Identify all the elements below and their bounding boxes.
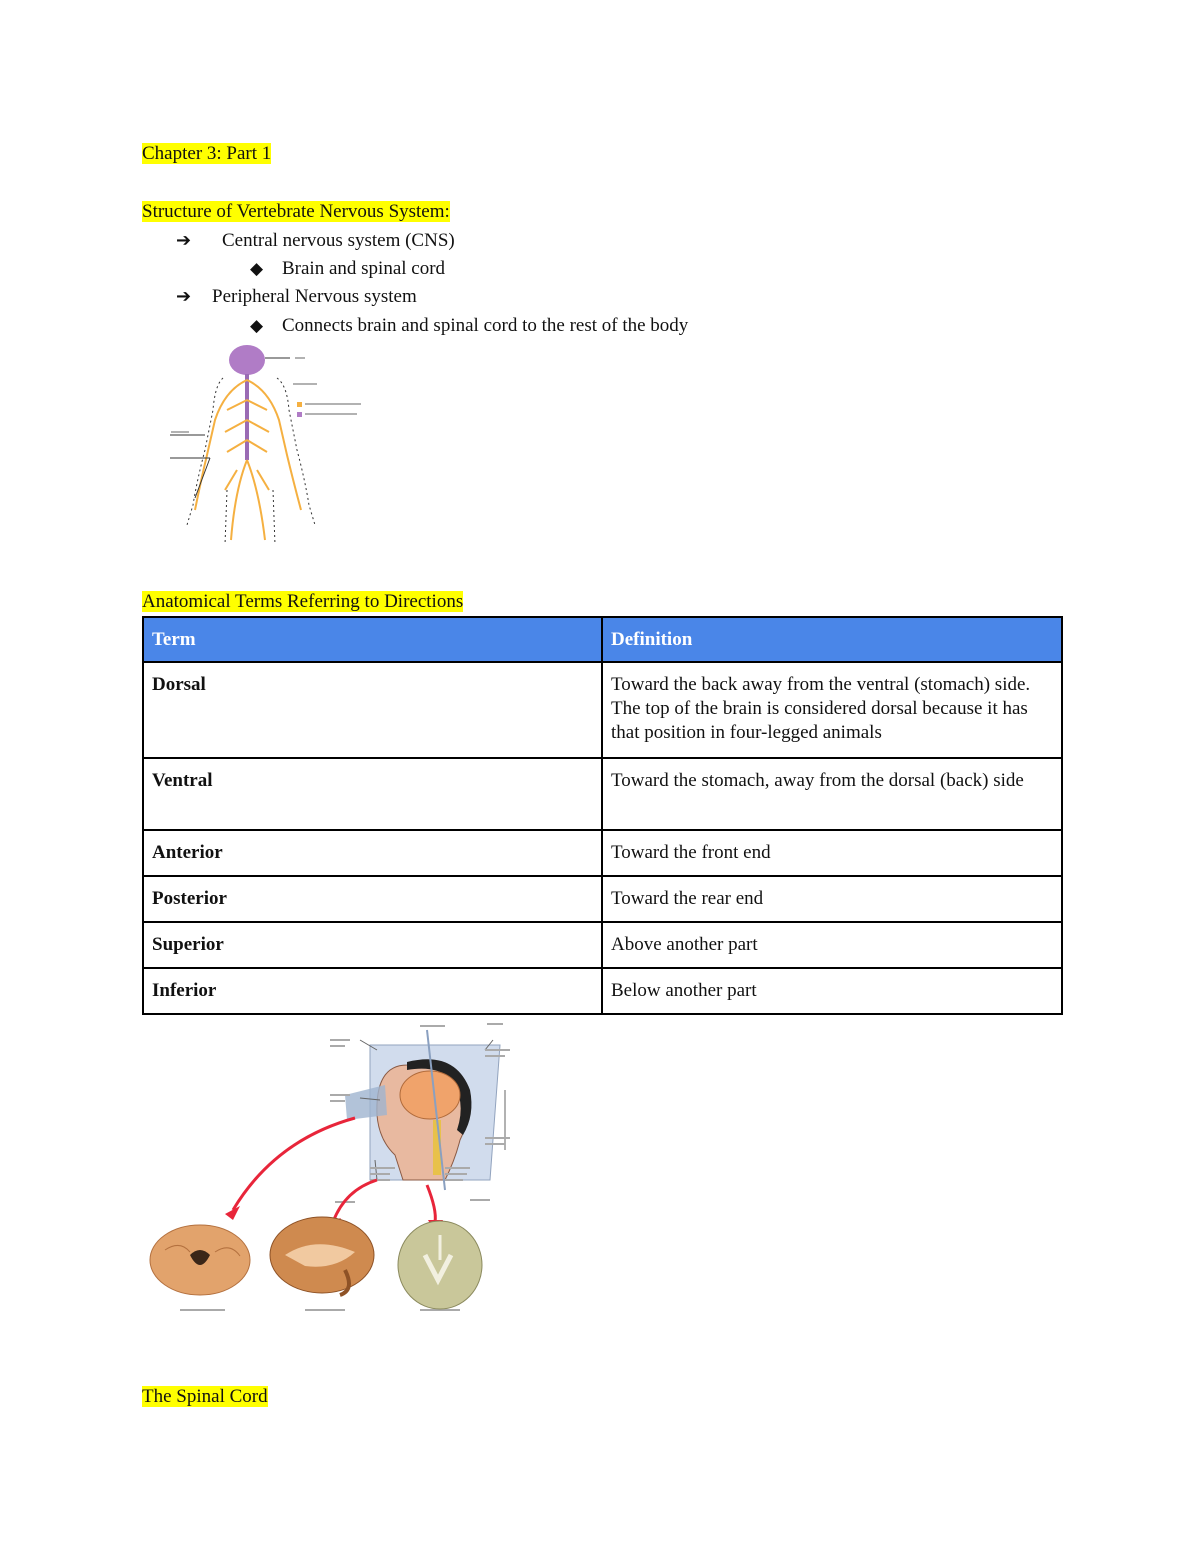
outline-item-cns-detail: ◆ Brain and spinal cord bbox=[250, 258, 446, 279]
table-row bbox=[143, 968, 1062, 1014]
table-row bbox=[143, 922, 1062, 968]
header-definition: Definition bbox=[602, 617, 1062, 662]
structure-heading: Structure of Vertebrate Nervous System: bbox=[142, 201, 450, 222]
diamond-bullet-icon: ◆ bbox=[250, 259, 264, 279]
directions-table bbox=[142, 616, 1063, 1015]
definition-cell: Above another part bbox=[602, 922, 1062, 968]
diamond-bullet-icon: ◆ bbox=[250, 316, 264, 336]
term-cell: Posterior bbox=[143, 876, 602, 922]
chapter-title: Chapter 3: Part 1 bbox=[142, 143, 272, 164]
term-cell: Superior bbox=[143, 922, 602, 968]
definition-cell: Toward the stomach, away from the dorsal (back) side bbox=[602, 758, 1062, 830]
arrow-bullet-icon: ➔ bbox=[176, 230, 192, 251]
table-row bbox=[143, 758, 1062, 830]
definition-cell: Below another part bbox=[602, 968, 1062, 1014]
table-row bbox=[143, 876, 1062, 922]
nervous-system-figure bbox=[165, 340, 375, 550]
outline-item-pns-detail: ◆ Connects brain and spinal cord to the rest of the body bbox=[250, 315, 689, 336]
term-cell: Ventral bbox=[143, 758, 602, 830]
spinal-cord-heading: The Spinal Cord bbox=[142, 1386, 268, 1407]
definition-cell: Toward the rear end bbox=[602, 876, 1062, 922]
outline-item-cns: ➔ Central nervous system (CNS) bbox=[176, 230, 455, 251]
directions-heading: Anatomical Terms Referring to Directions bbox=[142, 591, 464, 612]
brain-planes-figure bbox=[145, 1020, 525, 1320]
term-cell: Dorsal bbox=[143, 662, 602, 758]
table-row bbox=[143, 830, 1062, 876]
header-term: Term bbox=[143, 617, 602, 662]
definition-cell: Toward the back away from the ventral (stomach) side. The top of the brain is considered dorsal because it has that position in four-legged animals bbox=[602, 662, 1062, 758]
term-cell: Inferior bbox=[143, 968, 602, 1014]
table-row bbox=[143, 662, 1062, 758]
arrow-bullet-icon: ➔ bbox=[176, 286, 192, 307]
table-header-row bbox=[143, 617, 1062, 662]
term-cell: Anterior bbox=[143, 830, 602, 876]
outline-item-pns: ➔ Peripheral Nervous system bbox=[176, 286, 417, 307]
definition-cell: Toward the front end bbox=[602, 830, 1062, 876]
brain-shape bbox=[229, 345, 265, 375]
